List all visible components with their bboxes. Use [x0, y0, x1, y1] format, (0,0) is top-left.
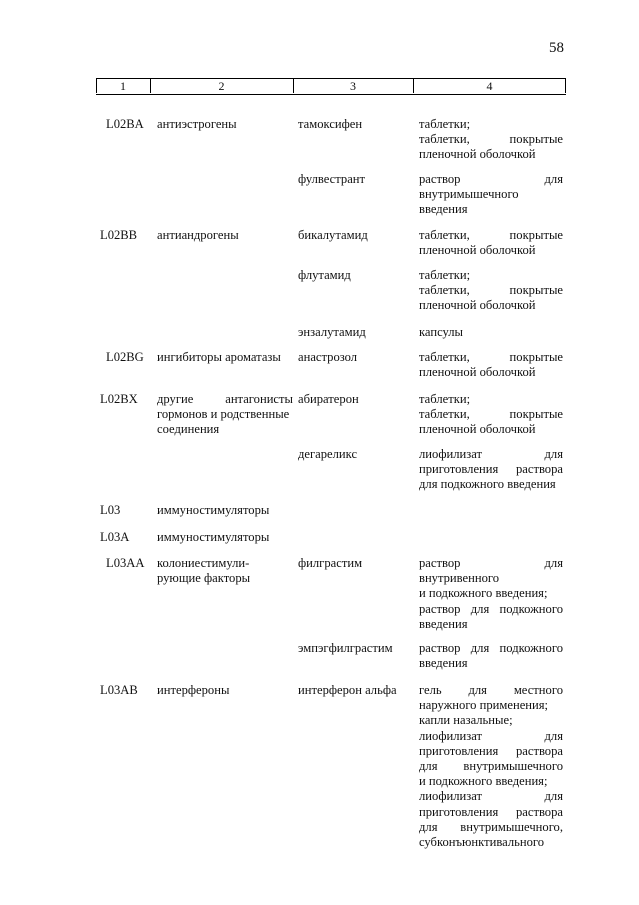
- dosage-form-line: приготовления раствора: [419, 462, 563, 477]
- drug-name: бикалутамид: [298, 228, 368, 242]
- header-divider: [413, 78, 414, 93]
- drug-name: фулвестрант: [298, 172, 366, 186]
- dosage-form-line: раствор для: [419, 556, 563, 570]
- atc-code: L02BG: [106, 350, 144, 364]
- dosage-form-line: внутримышечного: [419, 187, 519, 202]
- dosage-form-line: приготовления раствора: [419, 743, 563, 758]
- page-number: 58: [549, 40, 564, 56]
- header-divider: [150, 78, 151, 93]
- dosage-form-line: лиофилизат для: [419, 789, 563, 804]
- dosage-form-line: таблетки, покрытые: [419, 228, 563, 242]
- dosage-form: [419, 683, 563, 850]
- dosage-form-line: капсулы: [419, 325, 464, 339]
- group-line: иммуностимуляторы: [157, 503, 270, 517]
- atc-code: L02BB: [100, 228, 138, 242]
- atc-code: L03: [100, 503, 121, 517]
- header-divider: [293, 78, 294, 93]
- group-line: колониестимули-: [157, 556, 250, 570]
- header-col-3: 3: [293, 78, 413, 95]
- pharmacological-group: [157, 530, 293, 545]
- dosage-form-line: пленочной оболочкой: [419, 147, 536, 162]
- dosage-form-line: введения: [419, 616, 468, 631]
- group-line: ингибиторы ароматазы: [157, 350, 281, 364]
- drug-name: энзалутамид: [298, 325, 366, 339]
- dosage-form-line: таблетки;: [419, 268, 471, 282]
- drug-name: абиратерон: [298, 392, 359, 406]
- dosage-form-line: таблетки;: [419, 117, 471, 131]
- dosage-form-line: наружного применения;: [419, 698, 549, 713]
- dosage-form-line: гель для местного: [419, 683, 563, 697]
- dosage-form-line: введения: [419, 202, 468, 217]
- dosage-form-line: таблетки, покрытые: [419, 132, 563, 147]
- dosage-form-line: лиофилизат для: [419, 447, 563, 461]
- pharmacological-group: [157, 228, 293, 243]
- dosage-form-line: и подкожного введения;: [419, 586, 548, 601]
- atc-code: L03A: [100, 530, 130, 544]
- atc-code: L02BX: [100, 392, 138, 406]
- drug-name: анастрозол: [298, 350, 358, 364]
- dosage-form-line: лиофилизат для: [419, 728, 563, 743]
- dosage-form-line: раствор для подкожного: [419, 641, 563, 655]
- dosage-form-line: для внутримышечного,: [419, 819, 563, 834]
- dosage-form-line: пленочной оболочкой: [419, 243, 536, 258]
- dosage-form-line: приготовления раствора: [419, 804, 563, 819]
- pharmacological-group: [157, 556, 293, 586]
- group-line: соединения: [157, 422, 220, 437]
- atc-code: L03AB: [100, 683, 138, 697]
- dosage-form-line: пленочной оболочкой: [419, 298, 536, 313]
- dosage-form: [419, 117, 563, 163]
- dosage-form: [419, 268, 563, 314]
- dosage-form-line: раствор для подкожного: [419, 601, 563, 616]
- dosage-form: [419, 447, 563, 493]
- dosage-form-line: субконъюнктивального: [419, 835, 545, 850]
- dosage-form-line: капли назальные;: [419, 713, 513, 728]
- dosage-form: [419, 641, 563, 671]
- pharmacological-group: [157, 117, 293, 132]
- drug-name: дегареликс: [298, 447, 358, 461]
- header-col-4: 4: [413, 78, 566, 95]
- drug-name: филграстим: [298, 556, 363, 570]
- drug-name: тамоксифен: [298, 117, 363, 131]
- header-divider: [96, 78, 97, 93]
- dosage-form: [419, 325, 563, 340]
- header-col-1: 1: [96, 78, 150, 95]
- dosage-form-line: пленочной оболочкой: [419, 422, 536, 437]
- dosage-form-line: для внутримышечного: [419, 759, 563, 774]
- dosage-form-line: пленочной оболочкой: [419, 365, 536, 380]
- header-col-2: 2: [150, 78, 293, 95]
- dosage-form-line: для подкожного введения: [419, 477, 556, 492]
- dosage-form: [419, 228, 563, 258]
- drug-name: эмпэгфилграстим: [298, 641, 393, 655]
- dosage-form-line: таблетки, покрытые: [419, 283, 563, 298]
- group-line: антиэстрогены: [157, 117, 237, 131]
- pharmacological-group: [157, 392, 293, 438]
- dosage-form-line: введения: [419, 656, 468, 671]
- dosage-form-line: внутривенного: [419, 571, 500, 586]
- dosage-form-line: таблетки, покрытые: [419, 350, 563, 364]
- dosage-form-line: и подкожного введения;: [419, 774, 548, 789]
- group-line: интерфероны: [157, 683, 230, 697]
- dosage-form: [419, 392, 563, 438]
- group-line: другие антагонисты: [157, 392, 293, 406]
- drug-name: интерферон альфа: [298, 683, 397, 697]
- atc-code: L03AA: [106, 556, 145, 570]
- dosage-form-line: таблетки;: [419, 392, 471, 406]
- pharmacological-group: [157, 683, 293, 698]
- dosage-form: [419, 172, 563, 218]
- dosage-form: [419, 350, 563, 380]
- group-line: рующие факторы: [157, 571, 251, 586]
- dosage-form-line: таблетки, покрытые: [419, 407, 563, 422]
- drug-name: флутамид: [298, 268, 351, 282]
- group-line: антиандрогены: [157, 228, 239, 242]
- atc-code: L02BA: [106, 117, 144, 131]
- group-line: гормонов и родственные: [157, 407, 290, 422]
- dosage-form: [419, 556, 563, 632]
- header-divider: [565, 78, 566, 93]
- dosage-form-line: раствор для: [419, 172, 563, 186]
- pharmacological-group: [157, 350, 293, 365]
- group-line: иммуностимуляторы: [157, 530, 270, 544]
- pharmacological-group: [157, 503, 293, 518]
